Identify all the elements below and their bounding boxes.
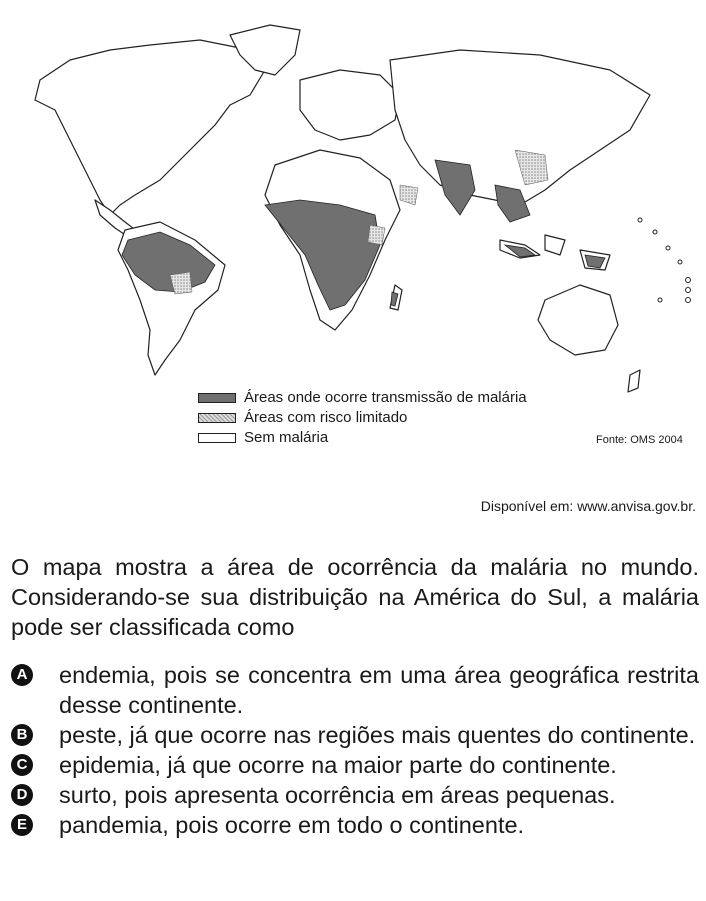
option-c-text: epidemia, já que ocorre na maior parte do continente. [59,752,617,778]
transmission-swatch [198,393,236,403]
option-c-letter: C [11,754,33,776]
option-d-letter: D [11,784,33,806]
limited-risk-swatch [198,413,236,423]
option-b-text: peste, já que ocorre nas regiões mais quentes do continente. [59,722,696,748]
option-a[interactable] [11,660,699,720]
option-e-letter: E [11,814,33,836]
available-at: Disponível em: www.anvisa.gov.br. [480,498,696,514]
north-america-shape [35,40,265,215]
map-legend [198,388,527,448]
legend-item-transmission [198,388,527,408]
option-d-text: surto, pois apresenta ocorrência em áreas pequenas. [59,782,616,808]
legend-item-limited-risk [198,408,527,428]
europe-shape [300,70,400,140]
legend-label-no-malaria: Sem malária [244,429,329,446]
legend-label-transmission: Áreas onde ocorre transmissão de malária [244,389,527,406]
no-malaria-swatch [198,433,236,443]
option-a-letter: A [11,664,33,686]
answer-options [11,660,699,840]
question-text: O mapa mostra a área de ocorrência da malária no mundo. Considerando-se sua distribuição na América do Sul, a malária pode ser classificada como [11,554,699,640]
map-source: Fonte: OMS 2004 [596,434,683,446]
australia-shape [538,285,618,355]
option-e[interactable] [11,810,699,840]
option-e-text: pandemia, pois ocorre em todo o continente. [59,812,525,838]
legend-item-no-malaria [198,428,527,448]
legend-label-limited-risk: Áreas com risco limitado [244,409,408,426]
transmission-area-south-asia [435,160,475,215]
option-b-letter: B [11,724,33,746]
option-c[interactable] [11,750,699,780]
transmission-area-africa [265,200,380,310]
option-d[interactable] [11,780,699,810]
asia-shape [390,50,650,205]
option-b[interactable] [11,720,699,750]
option-a-text: endemia, pois se concentra em uma área geográfica restrita desse continente. [59,662,699,718]
